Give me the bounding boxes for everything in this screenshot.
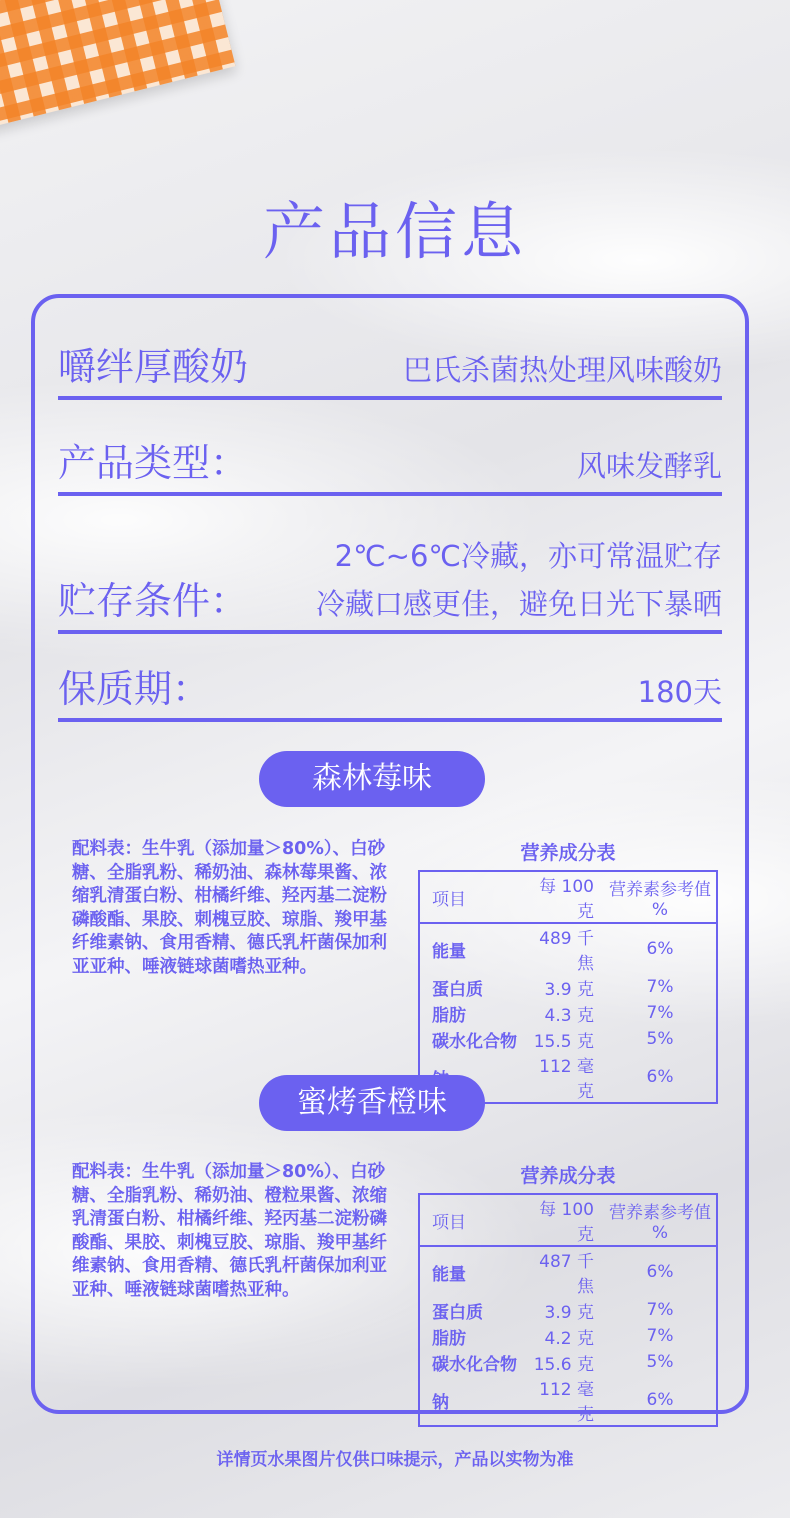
nutrient-nrv: 7% [646, 1326, 674, 1346]
table-row [419, 1246, 717, 1297]
nutrition-title-orange: 营养成分表 [520, 1165, 616, 1187]
flavor-badge-orange: 蜜烤香橙味 [259, 1075, 485, 1131]
ingredients-berry: 配料表：生牛乳（添加量＞80%）、白砂糖、全脂乳粉、稀奶油、森林莓果酱、浓缩乳清蛋白粉、柑橘纤维、羟丙基二淀粉磷酸酯、果胶、刺槐豆胶、琼脂、羧甲基纤维素钠、食用香精、德氏乳杆菌保加利亚亚种、唾液链球菌嗜热亚种。 [72, 839, 387, 977]
table-row [419, 1323, 717, 1349]
header-item: 项目 [419, 1194, 524, 1246]
table-row [419, 1000, 717, 1026]
nutrient-name: 脂肪 [432, 1328, 466, 1349]
row-storage [58, 526, 722, 634]
storage-value-line2: 冷藏口感更佳，避免日光下暴晒 [315, 587, 722, 621]
nutrient-amount: 15.5 克 [533, 1031, 594, 1052]
page-title: 产品信息 [262, 195, 527, 268]
nutrient-amount: 15.6 克 [533, 1354, 594, 1375]
table-row [419, 1375, 717, 1426]
row-product-name [58, 332, 722, 400]
header-item: 项目 [419, 871, 524, 923]
table-row [419, 923, 717, 974]
nutrition-table-orange [418, 1193, 718, 1427]
storage-value-line1: 2℃~6℃冷藏，亦可常温贮存 [334, 539, 722, 573]
nutrient-amount: 112 毫克 [539, 1380, 594, 1425]
table-row [419, 1026, 717, 1052]
nutrient-name: 蛋白质 [432, 1302, 483, 1323]
nutrition-header-row [419, 1194, 717, 1246]
storage-label: 贮存条件： [58, 579, 249, 623]
nutrient-amount: 489 千焦 [539, 929, 594, 974]
header-nrv: 营养素参考值 % [604, 1194, 717, 1246]
nutrient-nrv: 7% [646, 1300, 674, 1320]
nutrient-nrv: 6% [646, 939, 674, 959]
nutrient-amount: 3.9 克 [544, 979, 594, 1000]
flavor-badge-berry: 森林莓味 [259, 751, 485, 807]
nutrient-nrv: 5% [646, 1352, 674, 1372]
product-name-label: 嚼绊厚酸奶 [58, 345, 249, 389]
table-row [419, 1349, 717, 1375]
header-per100g: 每 100 克 [524, 1194, 604, 1246]
ingredients-orange: 配料表：生牛乳（添加量＞80%）、白砂糖、全脂乳粉、稀奶油、橙粒果酱、浓缩乳清蛋白粉、柑橘纤维、羟丙基二淀粉磷酸酯、果胶、刺槐豆胶、琼脂、羧甲基纤维素钠、食用香精、德氏乳杆菌保加利亚亚种、唾液链球菌嗜热亚种。 [72, 1162, 387, 1300]
nutrient-nrv: 6% [646, 1390, 674, 1410]
nutrition-title-berry: 营养成分表 [520, 842, 616, 864]
nutrition-table-berry [418, 870, 718, 1104]
gingham-cloth-decoration [0, 0, 235, 129]
shelf-life-label: 保质期： [58, 667, 211, 711]
nutrient-name: 碳水化合物 [432, 1031, 517, 1052]
nutrient-name: 脂肪 [432, 1005, 466, 1026]
nutrient-name: 钠 [432, 1392, 449, 1413]
nutrient-name: 蛋白质 [432, 979, 483, 1000]
row-product-type [58, 430, 722, 496]
header-nrv: 营养素参考值 % [604, 871, 717, 923]
header-per100g: 每 100 克 [524, 871, 604, 923]
nutrient-name: 碳水化合物 [432, 1354, 517, 1375]
table-row [419, 1297, 717, 1323]
product-name-value: 巴氏杀菌热处理风味酸奶 [402, 353, 722, 387]
row-shelf-life [58, 660, 722, 722]
product-type-value: 风味发酵乳 [576, 449, 722, 483]
nutrition-header-row [419, 871, 717, 923]
nutrient-amount: 112 毫克 [539, 1057, 594, 1102]
nutrient-nrv: 6% [646, 1067, 674, 1087]
nutrient-name: 能量 [432, 1264, 466, 1285]
nutrient-name: 能量 [432, 941, 466, 962]
nutrient-nrv: 7% [646, 1003, 674, 1023]
footer-disclaimer: 详情页水果图片仅供口味提示，产品以实物为准 [216, 1450, 574, 1470]
nutrient-nrv: 7% [646, 977, 674, 997]
nutrient-amount: 4.2 克 [544, 1328, 594, 1349]
nutrient-nrv: 5% [646, 1029, 674, 1049]
nutrient-nrv: 6% [646, 1262, 674, 1282]
product-type-label: 产品类型： [58, 441, 249, 485]
shelf-life-value: 180天 [637, 675, 722, 709]
nutrient-amount: 3.9 克 [544, 1302, 594, 1323]
table-row [419, 974, 717, 1000]
nutrient-amount: 4.3 克 [544, 1005, 594, 1026]
nutrient-amount: 487 千焦 [539, 1252, 594, 1297]
